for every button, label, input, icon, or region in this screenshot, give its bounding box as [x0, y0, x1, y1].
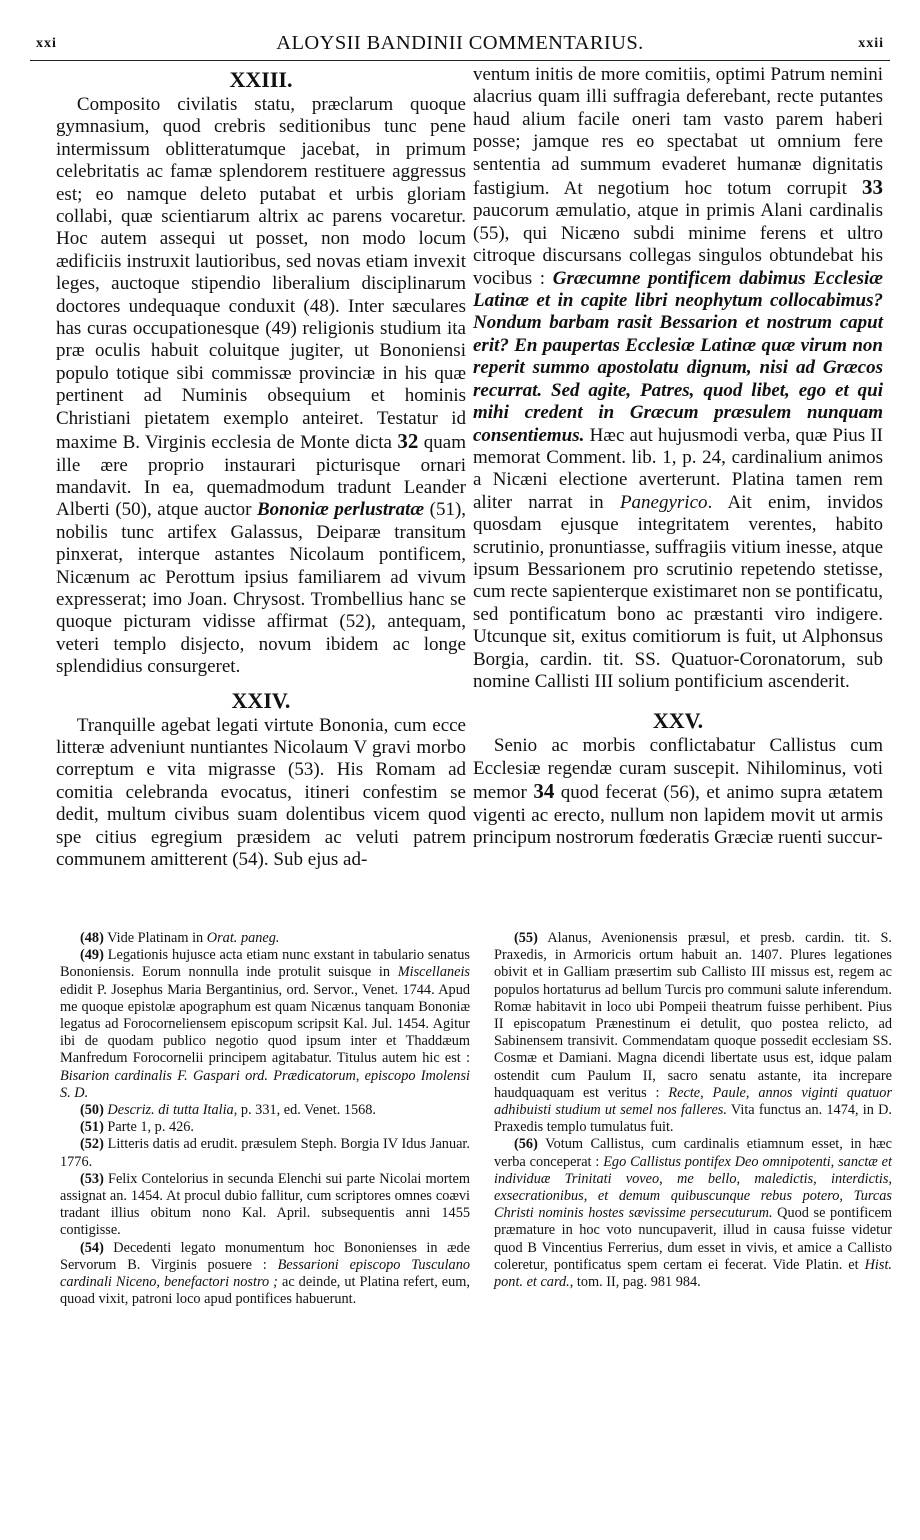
footnote-italic: Descriz. di tutta Italia: [107, 1102, 234, 1119]
footnote-italic: Ego Callistus pontifex Deo omnipotenti, sanctæ et individuæ Trinitati voveo, me bello, maledictis, interdictis, exsecrationibus, et demum quibuscunque rebus potero, Turcas Christi nominis hostes sævissime persecuturum.: [494, 1153, 892, 1222]
footnote-text: , p. 331, ed. Venet. 1568.: [233, 1102, 377, 1119]
footnote-55: [494, 930, 892, 1136]
paragraph-text: Composito civilatis statu, præclarum quoque gymnasium, quod crebris seditionibus tunc pene intermissum oblitteratumque jacebat, in primum celebritatis ac famæ splendorem restituere aggressus est; eo namque deleto putabat et urbis gloriam collabi, quæ scientiarum altrix ac parens vocaretur. Hoc autem assequi ut posset, non modo locum ædificiis instruxit lautioribus, sed novas etiam invexit leges, auctoque stipendio liberalium disciplinarum doctores undequaque conduxit (48). Inter sæculares has curas occupationesque (49) religionis studium ita præ oculis habuit coluitque jugiter, ut Bononiensi populo totique sibi commissæ provinciæ in his quæ pertinent ad Numinis obsequium et hominis Christiani pietatem exemplo anteiret. Testatur id maxime B. Virginis ecclesia de Monte dicta: [56, 94, 466, 454]
footnote-number: (49): [80, 947, 104, 964]
quoted-speech: Græcumne pontificem dabimus Ecclesiæ Latinæ et in capite libri neophytum collocabimus? Nondum barbam rasit Bessarion et nostrum caput erit? En paupertas Ecclesiæ Latinæ quæ virum non reperit summo apostolatu dignum, nisi ad Græcos recurrat. Sed agite, Patres, quod libet, ego et qui mihi credent in Græcum præsulem nunquam consentiemus.: [473, 267, 884, 446]
footnote-text: edidit P. Josephus Maria Bergantinius, ord. Servor., Venet. 1744. Apud me quoque epistolæ apographum est quam Nicænus tanquam Bononiæ legatus ad Forocorneliensem episcopum scripsit Kal. Jul. 1454. Agitur ibi de quodam publico negotio quod ipsum inter et Thaddæum Manfredum Forocornelii principem agitabatur. Titulus autem hic est :: [60, 981, 470, 1067]
page-number-left: xxi: [36, 36, 57, 51]
paragraph-text: (51), nobilis tunc artifex Galassus, Deiparæ transitum pinxerat, interque astantes Nicolaum pontificem, Nicænum ac Perottum ipsius familiarem ad vivum expresserat; imo Joan. Chrysost. Trombellius hanc se quoque picturam vidisse affirmat (52), antequam, veteri templo disjecto, novum ibidem ac longe splendidius consurgeret.: [56, 499, 467, 678]
footnote-text: Litteris datis ad erudit. præsulem Steph. Borgia IV Idus Januar. 1776.: [60, 1136, 470, 1170]
footnote-49: [60, 947, 470, 1102]
section-heading-xxiii: XXIII.: [229, 67, 293, 92]
section-heading-xxv: XXV.: [652, 708, 704, 734]
footnote-number: (56): [514, 1136, 538, 1153]
footnote-50: [60, 1102, 470, 1119]
footnote-text: , tom. II, pag. 981 984.: [569, 1274, 701, 1291]
footnote-text: Quod se pontificem præmature in hoc voto nuncupaverit, illud in causa fuisse videtur quod B Vincentius Ferrerius, dum esset in vivis, et amice a Callisto coleretur, pontificatus spem certam ei fecerat. Vide Platin. et: [494, 1205, 892, 1273]
paragraph-text: . Ait enim, invidos quosdam ejusque integritatem verentes, habito scrutinio, pronuntiasse, suffragiis vitium inesse, atque ipsum Bessarionem pro scrutinio repetendo stetisse, cum recte sapienterque existimaret non se pontificatu, sed pontificatum bono ac præstanti viro indigere. Utcunque sit, exitus comitiorum is fuit, ut Alphonsus Borgia, cardin. tit. SS. Quatuor-Coronatorum, sub nomine Callisti III solium pontificium ascenderit.: [473, 491, 884, 692]
margin-page-number: 33: [862, 175, 883, 200]
footnote-text: Vide Platinam in: [107, 930, 204, 946]
running-title: ALOYSII BANDINII COMMENTARIUS.: [276, 32, 644, 54]
footnote-italic: Orat. paneg.: [206, 930, 280, 946]
section-heading-xxiv: XXIV.: [231, 687, 291, 713]
footnote-number: (50): [80, 1102, 104, 1119]
paragraph-text: Hæc aut hujusmodi verba, quæ Pius II memorat Comment. lib. 1, p. 24, cardinalium animos a Nicæni electione averterunt. Platina tamen rem aliter narrat in: [473, 424, 884, 513]
footnote-text: Vita functus an. 1474, in D. Praxedis templo tumulatus fuit.: [494, 1102, 892, 1136]
footnote-text: Parte 1, p. 426.: [107, 1119, 194, 1136]
footnote-italic: Hist. pont. et card.: [494, 1256, 892, 1291]
paragraph-xxiv: Tranquille agebat legati virtute Bononia, cum ecce litteræ adveniunt nuntiantes Nicolaum V gravi morbo correptum e vita migrasse (53). His Romam ad comitia celebranda evocatus, itineri confestim se dedit, multum civibus suam dolentibus vicem quod spe citius egregium præsidem ac veluti patrem communem amitterent (54). Sub ejus ad-: [56, 714, 466, 870]
footnotes-right: [494, 930, 892, 1291]
footnote-italic: Recte, Paule, annos viginti quatuor adhibuisti studium ut semel nos falleres.: [494, 1084, 893, 1119]
footnote-text: Decedenti legato monumentum hoc Bononienses in æde Servorum B. Virginis posuere :: [60, 1239, 470, 1273]
paragraph-text: quam ille ære proprio instaurari picturisque ornari mandavit. In ea, quemadmodum tradunt Leander Alberti (50), atque auctor: [56, 432, 466, 521]
footnote-53: [60, 1171, 470, 1240]
footnote-52: [60, 1136, 470, 1170]
paragraph-text: paucorum æmulatio, atque in primis Alani cardinalis (55), qui Nicæno subdi minime ferens et ultro citroque discursans collegas singulos obtundebat his vocibus :: [473, 200, 883, 289]
footnote-number: (54): [80, 1239, 104, 1256]
running-header: [30, 30, 890, 61]
footnote-text: Felix Contelorius in secunda Elenchi sui parte Nicolai mortem assignat an. 1454. At procul dubio fallitur, cum scriptores omnes coævi tradant illius obitum nono Kal. April. subsequentis anni 1455 contigisse.: [60, 1170, 470, 1239]
footnotes-left: [60, 930, 470, 1308]
paragraph-xxv: [473, 735, 883, 849]
paragraph-text: quod fecerat (56), et animo supra ætatem vigenti ac erecto, nullum non lapidem movit ut armis principum nostrorum fœderatis Græciæ ruenti succur-: [473, 782, 883, 848]
footnote-number: (51): [80, 1119, 104, 1136]
footnote-48: [60, 930, 470, 947]
paragraph-xxiii: [56, 94, 466, 679]
footnote-italic: Miscellaneis: [397, 964, 470, 981]
left-column: [56, 64, 466, 871]
page-number-right: xxii: [858, 36, 884, 51]
footnote-number: (52): [80, 1136, 104, 1153]
italic-title: Panegyrico: [619, 491, 708, 513]
footnote-51: [60, 1119, 470, 1136]
paragraph-text: Senio ac morbis conflictabatur Callistus cum Ecclesiæ regendæ curam suscepit. Nihilominus, voti memor: [473, 735, 883, 804]
footnote-56: [494, 1136, 892, 1291]
footnote-text: Alanus, Avenionensis præsul, et presb. cardin. tit. S. Praxedis, in Armoricis ortum habuit an. 1407. Plures legationes obivit et in Galliam præsertim sub Callisto III missus est, regem ac populos hortaturus ad bellum Turcis pro communi salute inferendum. Romæ habitavit in loco ubi Pompeii theatrum fuisse perhibent. Pius II episcopatum Prænestinum ei detulit, quo postea relicto, ad Sabinensem transivit. Commendatam quoque possedit ecclesiam SS. Cosmæ et Damiani. Magna dicendi libertate usus est, idque palam ostendit cum Paulum II, sacro senatu astante, ita increpare haudquaquam est veritus :: [494, 930, 892, 1101]
footnote-text: Votum Callistus, cum cardinalis etiamnum esset, in hæc verba conceperat :: [494, 1136, 892, 1170]
margin-page-number: 34: [533, 779, 555, 804]
paragraph-xxiv-continued: [473, 64, 883, 693]
paragraph-text: ventum initis de more comitiis, optimi Patrum nemini alacrius quam illi suffragia deferebant, recte putantes haud alium facile oneri tam vasto parem haberi posse; jamque res eo spectabat ut omnium fere sententia ad summum evaderet humanæ dignitatis fastigium. At negotium hoc totum corrupit: [473, 64, 883, 200]
footnote-text: Legationis hujusce acta etiam nunc exstant in tabulario senatus Bononiensis. Eorum nonnulla inde protulit suisque in: [60, 947, 470, 981]
footnote-italic: Bessarioni episcopo Tusculano cardinali Niceno, benefactori nostro ;: [60, 1256, 471, 1291]
footnote-number: (53): [80, 1170, 104, 1187]
footnote-text: ac deinde, ut Platina refert, eum, quoad vixit, patroni loco apud pontifices habuerunt.: [60, 1274, 470, 1308]
footnote-number: (55): [514, 930, 538, 946]
margin-page-number: 32: [397, 429, 419, 454]
footnote-number: (48): [80, 930, 104, 946]
italic-title: Bononiæ perlustratæ: [257, 499, 425, 521]
right-column: [473, 64, 883, 849]
footnote-54: [60, 1240, 470, 1309]
footnote-italic: Bisarion cardinalis F. Gaspari ord. Prædicatorum, episcopo Imolensi S. D.: [60, 1067, 470, 1101]
